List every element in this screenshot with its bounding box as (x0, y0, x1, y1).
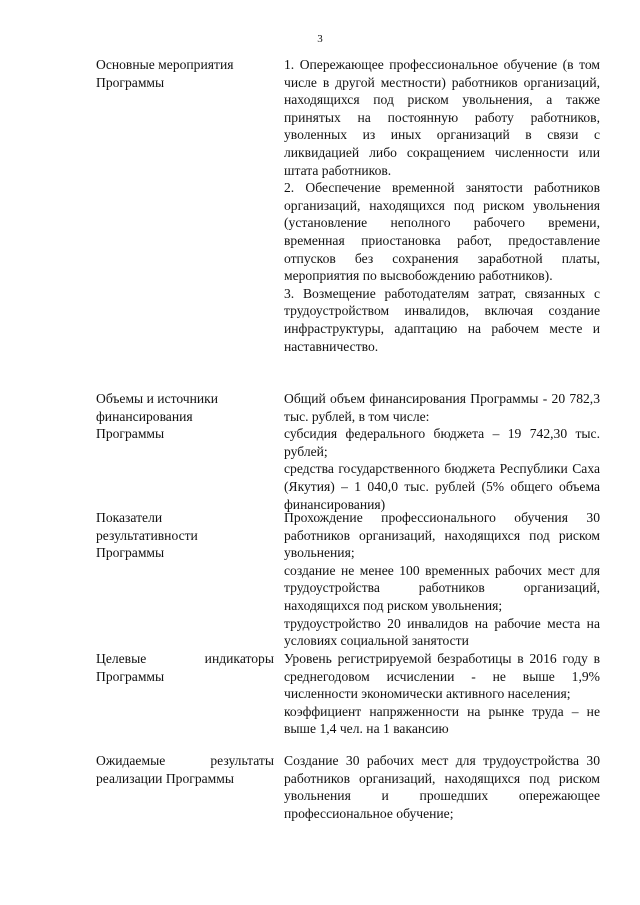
row-label-line: финансирования (96, 408, 193, 424)
paragraph: коэффициент напряженности на рынке труда – не выше 1,4 чел. на 1 вакансию (284, 703, 600, 737)
row-label (96, 752, 274, 787)
paragraph: средства государственного бюджета Республики Саха (Якутия) – 1 040,0 тыс. рублей (5% общего объема финансирования) (284, 461, 600, 512)
row-label-line: Целевые индикаторы (96, 651, 274, 666)
paragraph: Создание 30 рабочих мест для трудоустройства 30 работников организаций, находящихся под риском увольнения и прошедших опережающее профессиональное обучение; (284, 753, 600, 821)
row-label-line: Программы (96, 668, 165, 684)
paragraph: Уровень регистрируемой безработицы в 2016 году в среднегодовом исчислении - не выше 1,9% численности экономически активного населения; (284, 651, 600, 702)
page-number: 3 (317, 33, 323, 45)
row-label (96, 390, 274, 443)
row-label (96, 509, 274, 562)
row-label-line: Программы (96, 74, 165, 90)
row-content (284, 509, 600, 650)
row-label-line: Показатели (96, 510, 163, 525)
row-label-line: Основные мероприятия (96, 57, 234, 72)
paragraph: 2. Обеспечение временной занятости работников организаций, находящихся под риском увольнения (установление неполного рабочего времени, временная приостановка работ, предоставление отпусков без сохранения заработной платы, мероприятия по высвобождению работников). (284, 180, 600, 284)
row-label-line: реализации Программы (96, 770, 234, 786)
row-label (96, 650, 274, 685)
row-content (284, 752, 600, 822)
paragraph: Прохождение профессионального обучения 30 работников организаций, находящихся под риском увольнения; (284, 510, 600, 561)
paragraph: трудоустройство 20 инвалидов на рабочие места на условиях социальной занятости (284, 615, 600, 649)
paragraph: 1. Опережающее профессиональное обучение (в том числе в другой местности) работников организаций, находящихся под риском увольнения, а также принятых на постоянную работу работников, уволенных из иных организаций в связи с ликвидацией либо сокращением численности или штата работников. (284, 57, 600, 178)
paragraph: создание не менее 100 временных рабочих мест для трудоустройства работников организаций, находящихся под риском увольнения; (284, 562, 600, 613)
row-label (96, 56, 274, 91)
row-content (284, 56, 600, 355)
row-label-line: результативности (96, 527, 198, 543)
row-label-line: Программы (96, 545, 165, 561)
paragraph: субсидия федерального бюджета – 19 742,30 тыс. рублей; (284, 426, 600, 459)
row-content (284, 390, 600, 513)
row-label-line: Ожидаемые результаты (96, 753, 274, 768)
paragraph: 3. Возмещение работодателям затрат, связанных с трудоустройством инвалидов, включая создание инфраструктуры, адаптацию на рабочем месте и наставничество. (284, 285, 600, 354)
paragraph: Общий объем финансирования Программы - 20 782,3 тыс. рублей, в том числе: (284, 391, 600, 424)
row-label-line: Объемы и источники (96, 391, 219, 406)
row-content (284, 650, 600, 738)
row-label-line: Программы (96, 426, 165, 442)
